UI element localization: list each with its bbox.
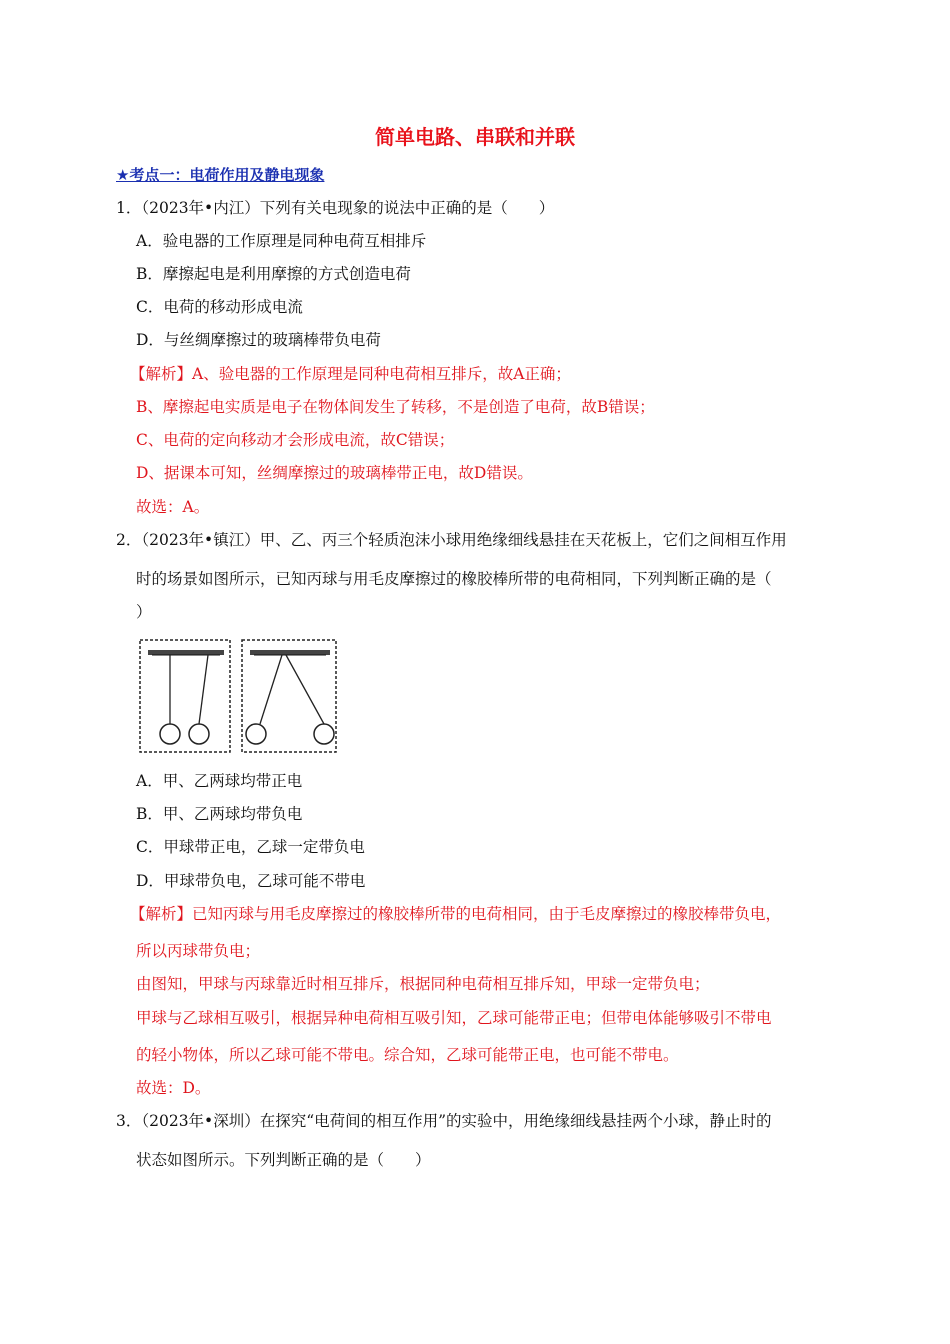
q1-option-a: A．验电器的工作原理是同种电荷互相排斥 — [136, 232, 427, 250]
q2-analysis-line-1: 【解析】已知丙球与用毛皮摩擦过的橡胶棒所带的电荷相同，由于毛皮摩擦过的橡胶棒带负电， — [130, 905, 782, 923]
q1-option-d: D．与丝绸摩擦过的玻璃棒带负电荷 — [136, 331, 381, 349]
q2-analysis-line-4: 甲球与乙球相互吸引，根据异种电荷相互吸引知，乙球可能带正电；但带电体能够吸引不带电 — [136, 1009, 772, 1027]
q2-analysis-line-5: 的轻小物体，所以乙球可能不带电。综合知，乙球可能带正电，也可能不带电。 — [136, 1046, 679, 1064]
q2-stem-line-1: 2．（2023年•镇江）甲、乙、丙三个轻质泡沫小球用绝缘细线悬挂在天花板上，它们之间相互作用 — [116, 531, 787, 549]
q1-analysis-line-3: C、电荷的定向移动才会形成电流，故C错误； — [136, 431, 455, 449]
q2-option-b: B．甲、乙两球均带负电 — [136, 805, 303, 823]
pendulum-figure — [136, 636, 340, 760]
q3-stem-line-1: 3．（2023年•深圳）在探究“电荷间的相互作用”的实验中，用绝缘细线悬挂两个小球，静止时的 — [116, 1112, 772, 1130]
figure-panel-right — [242, 640, 336, 752]
q1-option-b: B．摩擦起电是利用摩擦的方式创造电荷 — [136, 265, 411, 283]
q2-option-c: C．甲球带正电，乙球一定带负电 — [136, 838, 365, 856]
document-title: 简单电路、串联和并联 — [375, 125, 575, 149]
q1-analysis-line-1: 【解析】A、验电器的工作原理是同种电荷相互排斥，故A正确； — [130, 365, 571, 383]
analysis-tag: 【解析】 — [130, 905, 193, 923]
q2-option-d: D．甲球带负电，乙球可能不带电 — [136, 872, 366, 890]
q1-option-c: C．电荷的移动形成电流 — [136, 298, 303, 316]
q2-analysis-line-2: 所以丙球带负电； — [136, 942, 261, 960]
q2-stem-line-2: 时的场景如图所示，已知丙球与用毛皮摩擦过的橡胶棒所带的电荷相同，下列判断正确的是（ — [136, 570, 772, 588]
q2-option-a: A．甲、乙两球均带正电 — [136, 772, 303, 790]
q2-stem-line-3: ） — [136, 603, 152, 621]
q1-analysis-line-2: B、摩擦起电实质是电子在物体间发生了转移，不是创造了电荷，故B错误； — [136, 398, 655, 416]
figure-panel-left — [140, 640, 230, 752]
q2-answer: 故选：D。 — [136, 1079, 211, 1097]
q1-stem: 1．（2023年•内江）下列有关电现象的说法中正确的是（ ） — [116, 199, 555, 217]
q3-stem-line-2: 状态如图所示。下列判断正确的是（ ） — [136, 1151, 431, 1169]
q1-answer: 故选：A。 — [136, 498, 210, 516]
q2-analysis-line-3: 由图知，甲球与丙球靠近时相互排斥，根据同种电荷相互排斥知，甲球一定带负电； — [136, 975, 710, 993]
analysis-tag: 【解析】 — [130, 365, 193, 383]
q1-analysis-line-4: D、据课本可知，丝绸摩擦过的玻璃棒带正电，故D错误。 — [136, 464, 533, 482]
section-heading: ★考点一：电荷作用及静电现象 — [116, 166, 325, 184]
